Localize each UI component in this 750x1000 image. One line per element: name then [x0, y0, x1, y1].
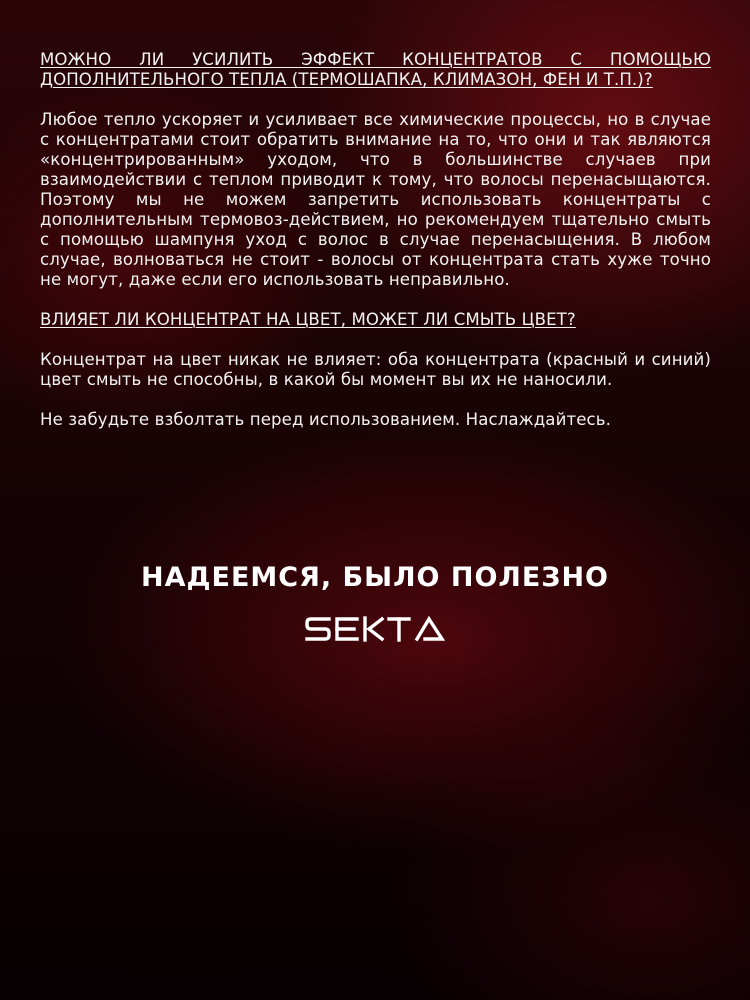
faq-question-color: ВЛИЯЕТ ЛИ КОНЦЕНТРАТ НА ЦВЕТ, МОЖЕТ ЛИ СМЫТЬ ЦВЕТ? [40, 310, 576, 329]
usage-note: Не забудьте взболтать перед использованием. Наслаждайтесь. [40, 410, 612, 429]
faq-answer-color: Концентрат на цвет никак не влияет: оба концентрата (красный и синий) цвет смыть не способны, в какой бы момент вы их не наносили. [40, 350, 711, 389]
faq-answer-heat: Любое тепло ускоряет и усиливает все химические процессы, но в случае с концентратами стоит обратить внимание на то, что они и так являются «концентрированным» уходом, что в большинстве случаев при взаимодействии с теплом приводит к тому, что волосы перенасыщаются. Поэтому мы не можем запретить использовать концентраты с дополнительным термовоз-действием, но рекомендуем тщательно смыть с помощью шампуня уход с волос в случае перенасыщения. В любом случае, волноваться не стоит - волосы от концентрата стать хуже точно не могут, даже если его использовать неправильно. [40, 110, 711, 289]
faq-question-heat: МОЖНО ЛИ УСИЛИТЬ ЭФФЕКТ КОНЦЕНТРАТОВ С ПОМОЩЬЮ ДОПОЛНИТЕЛЬНОГО ТЕПЛА (ТЕРМОШАПКА, КЛИМАЗОН, ФЕН И Т.П.)? [40, 50, 711, 89]
closing-title: НАДЕЕМСЯ, БЫЛО ПОЛЕЗНО [140, 562, 610, 593]
brand-logo [305, 616, 445, 642]
faq-section [40, 50, 711, 430]
